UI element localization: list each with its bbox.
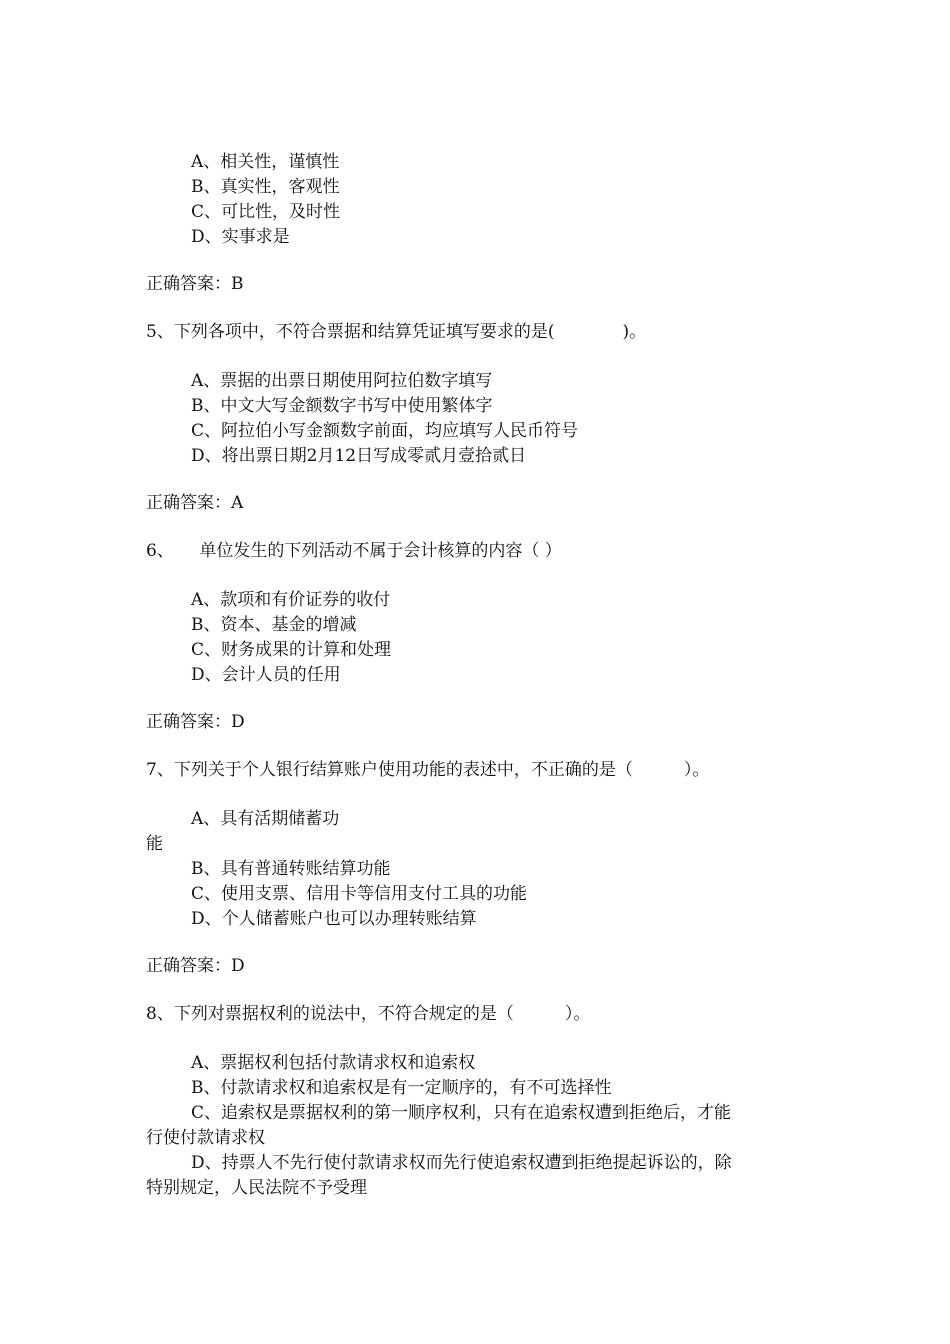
q6-option-b: B、资本、基金的增减: [191, 615, 357, 635]
q6-answer: 正确答案：D: [146, 712, 245, 732]
q8-question: 8、下列对票据权利的说法中，不符合规定的是（ ）。: [146, 1004, 591, 1024]
q5-question: 5、下列各项中，不符合票据和结算凭证填写要求的是( )。: [146, 322, 647, 342]
q7-option-a-line1: A、具有活期储蓄功: [191, 809, 340, 829]
q6-option-d: D、会计人员的任用: [191, 665, 341, 685]
q6-question: 6、 单位发生的下列活动不属于会计核算的内容（ ）: [146, 541, 562, 561]
q5-answer: 正确答案：A: [146, 493, 244, 513]
q5-option-c: C、阿拉伯小写金额数字前面，均应填写人民币符号: [191, 421, 579, 441]
q5-option-d: D、将出票日期2月12日写成零贰月壹拾贰日: [191, 446, 527, 466]
q8-option-d-line1: D、持票人不先行使付款请求权而先行使追索权遭到拒绝提起诉讼的，除: [191, 1153, 732, 1173]
q8-option-b: B、付款请求权和追索权是有一定顺序的，有不可选择性: [191, 1078, 612, 1098]
q8-option-c-line2: 行使付款请求权: [146, 1128, 265, 1148]
q7-option-c: C、使用支票、信用卡等信用支付工具的功能: [191, 884, 528, 904]
q7-question: 7、下列关于个人银行结算账户使用功能的表述中，不正确的是（ ）。: [146, 760, 710, 780]
q6-option-a: A、款项和有价证券的收付: [191, 590, 391, 610]
q7-option-a-line2: 能: [146, 834, 163, 854]
q5-option-b: B、中文大写金额数字书写中使用繁体字: [191, 396, 493, 416]
q6-option-c: C、财务成果的计算和处理: [191, 640, 392, 660]
q4-option-d: D、实事求是: [191, 227, 290, 247]
q5-option-a: A、票据的出票日期使用阿拉伯数字填写: [191, 371, 493, 391]
q8-option-d-line2: 特别规定，人民法院不予受理: [146, 1178, 367, 1198]
q4-option-b: B、真实性，客观性: [191, 177, 340, 197]
q7-option-b: B、具有普通转账结算功能: [191, 859, 391, 879]
q7-answer: 正确答案：D: [146, 956, 245, 976]
q4-option-a: A、相关性，谨慎性: [191, 152, 340, 172]
q8-option-c-line1: C、追索权是票据权利的第一顺序权利，只有在追索权遭到拒绝后，才能: [191, 1103, 732, 1123]
q4-option-c: C、可比性，及时性: [191, 202, 341, 222]
q7-option-d: D、个人储蓄账户也可以办理转账结算: [191, 909, 477, 929]
q8-option-a: A、票据权利包括付款请求权和追索权: [191, 1053, 476, 1073]
q4-answer: 正确答案：B: [146, 274, 244, 294]
